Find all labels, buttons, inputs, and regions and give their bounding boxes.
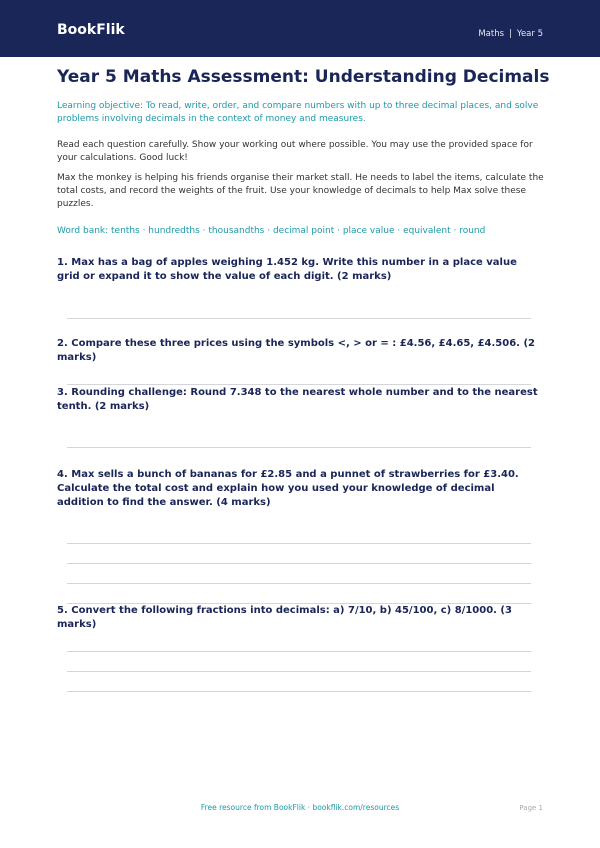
- question-5: 5. Convert the following fractions into decimals: a) 7/10, b) 45/100, c) 8/1000. (3 marks): [57, 605, 512, 630]
- question-4: 4. Max sells a bunch of bananas for £2.85 and a punnet of strawberries for £3.40. Calculate the total cost and explain how you used your knowledge of decimal addition to find the answer. (4 marks): [57, 469, 519, 508]
- word-bank: Word bank: tenths · hundredths · thousandths · decimal point · place value · equivalent · round: [57, 226, 486, 236]
- page-title: Year 5 Maths Assessment: Understanding Decimals: [57, 67, 550, 87]
- question-2: 2. Compare these three prices using the symbols <, > or = : £4.56, £4.65, £4.506. (2 marks): [57, 338, 535, 363]
- page-header: [0, 0, 600, 57]
- year-label: Year 5: [516, 29, 543, 39]
- answer-line[interactable]: [67, 318, 531, 319]
- subject-label: Maths: [478, 29, 505, 39]
- page-footer: [0, 802, 600, 814]
- answer-line[interactable]: [67, 543, 531, 544]
- answer-line[interactable]: [67, 651, 531, 652]
- scenario-paragraph: Max the monkey is helping his friends organise their market stall. He needs to label the items, calculate the total costs, and record the weights of the fruit. Use your knowledge of decimals to help Max solve these puzzles.: [57, 173, 544, 209]
- page-number: Page 1: [519, 804, 543, 812]
- question-1: 1. Max has a bag of apples weighing 1.452 kg. Write this number in a place value grid or expand it to show the value of each digit. (2 marks): [57, 257, 517, 282]
- answer-line[interactable]: [67, 447, 531, 448]
- learning-objective: Learning objective: To read, write, order, and compare numbers with up to three decimal places, and solve problems involving decimals in the context of money and measures.: [57, 101, 539, 124]
- instructions-paragraph: Read each question carefully. Show your working out where possible. You may use the provided space for your calculations. Good luck!: [57, 140, 533, 163]
- answer-line[interactable]: [67, 384, 531, 385]
- answer-line[interactable]: [67, 671, 531, 672]
- answer-line[interactable]: [67, 691, 531, 692]
- footer-resource-link[interactable]: Free resource from BookFlik · bookflik.com/resources: [200, 803, 400, 812]
- answer-line[interactable]: [67, 563, 531, 564]
- question-3: 3. Rounding challenge: Round 7.348 to the nearest whole number and to the nearest tenth. (2 marks): [57, 387, 538, 412]
- brand-logo: BookFlik: [57, 22, 125, 38]
- header-meta: [478, 28, 543, 40]
- answer-line[interactable]: [67, 583, 531, 584]
- header-separator: |: [509, 29, 512, 39]
